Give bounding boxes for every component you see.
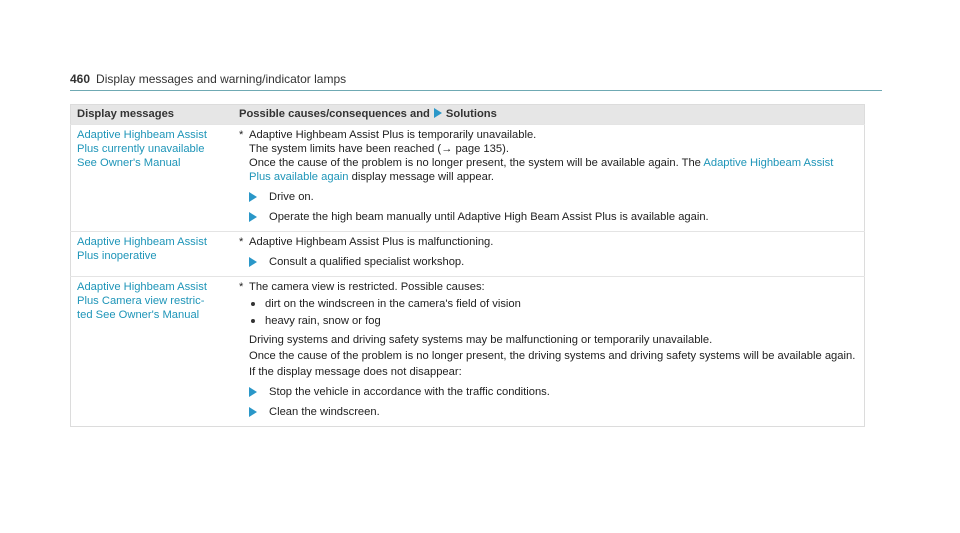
cause-detail: The system limits have been reached (→ page 135). [249,143,509,155]
header-rule [70,90,882,91]
display-message-cell: Adaptive Highbeam Assist Plus inoperative [71,232,234,277]
cause-line: * Adaptive Highbeam Assist Plus is malfunctioning. [239,236,494,248]
arrow-right-icon: → [441,143,456,155]
table-row [71,277,865,427]
page-header [70,72,882,86]
table-row [71,125,865,232]
col-header-display-messages: Display messages [71,105,234,125]
arrow-icon [249,407,257,417]
cause-line: * Adaptive Highbeam Assist Plus is temporarily unavailable. [239,129,537,141]
display-message-cell: Adaptive Highbeam Assist Plus Camera view restric- ted See Owner's Manual [71,277,234,427]
cause-detail: Once the cause of the problem is no longer present, the system will be available again. The Adaptive Highbeam Assist Plus available again display message will appear. [249,157,834,183]
display-message-cell: Adaptive Highbeam Assist Plus currently unavailable See Owner's Manual [71,125,234,232]
bullet-icon [251,319,255,323]
cause-detail: Driving systems and driving safety systems may be malfunctioning or temporarily unavailable. [249,334,713,346]
cause-line: * The camera view is restricted. Possible causes: [239,281,485,293]
inline-message-ref: Adaptive Highbeam Assist Plus available again [249,157,834,183]
col-header-causes: Possible causes/consequences and Solutions [233,105,865,125]
action-item: Clean the windscreen. [239,405,858,419]
cause-detail: Once the cause of the problem is no longer present, the driving systems and driving safety systems will be available again. [249,350,856,362]
arrow-icon [434,108,442,118]
table-header-row [71,105,865,125]
arrow-icon [249,192,257,202]
bullet-icon [251,302,255,306]
list-item: dirt on the windscreen in the camera's field of vision [239,297,858,311]
table-row [71,232,865,277]
page-reference[interactable]: page 135). [455,143,509,155]
causes-cell [233,232,865,277]
arrow-icon [249,257,257,267]
cause-detail: If the display message does not disappear: [249,366,462,378]
action-item: Drive on. [239,190,858,204]
display-messages-table [70,104,865,427]
page-number: 460 [70,72,91,86]
page-header-title: Display messages and warning/indicator lamps [96,72,347,86]
arrow-icon [249,387,257,397]
causes-cell [233,125,865,232]
arrow-icon [249,212,257,222]
causes-cell [233,277,865,427]
list-item: heavy rain, snow or fog [239,314,858,328]
action-item: Consult a qualified specialist workshop. [239,255,858,269]
action-item: Operate the high beam manually until Adaptive High Beam Assist Plus is available again. [239,210,858,224]
action-item: Stop the vehicle in accordance with the traffic conditions. [239,385,858,399]
